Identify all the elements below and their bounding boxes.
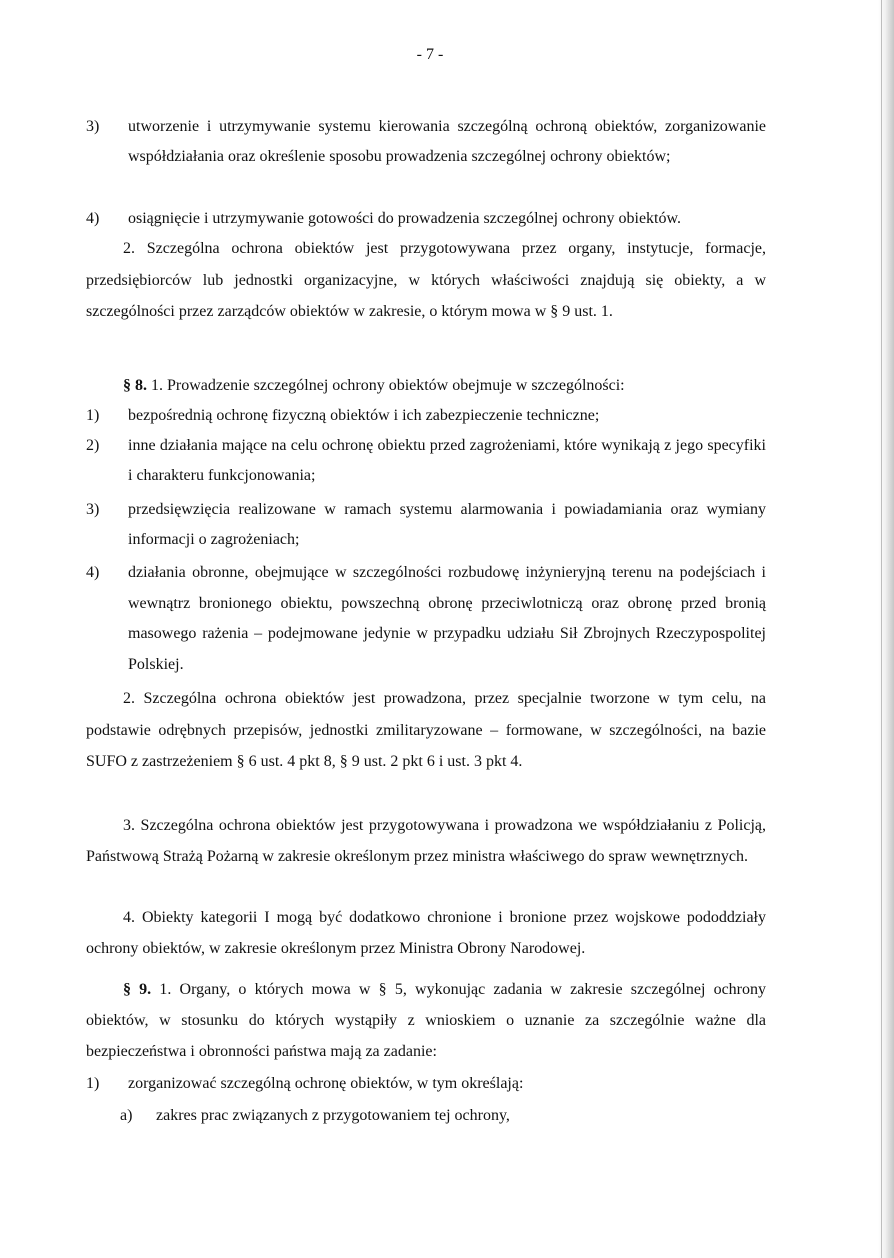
paragraph-7-2: 2. Szczególna ochrona obiektów jest przygotowywana przez organy, instytucje, formacje, przedsiębiorców lub jednostki organizacyjne, w których właściwości znajdują się obiekty, a w szczególności przez zarządców obiektów w zakresie, o którym mowa w § 9 ust. 1. [86, 240, 766, 320]
section-9-intro-text: 1. Organy, o których mowa w § 5, wykonując zadania w zakresie szczególnej ochrony obiektów, w stosunku do których wystąpiły z wnioskiem o uznanie za szczególnie ważne dla bezpieczeństwa i obronności państwa mają za zadanie: [86, 981, 766, 1060]
section-8-intro-text: 1. Prowadzenie szczególnej ochrony obiektów obejmuje w szczególności: [147, 377, 625, 394]
list-item-text: zorganizować szczególną ochronę obiektów, w tym określają: [128, 1075, 524, 1092]
list-item-text: przedsięwzięcia realizowane w ramach systemu alarmowania i powiadamiania oraz wymiany informacji o zagrożeniach; [128, 501, 766, 548]
section-9-intro [86, 974, 766, 1067]
section-8-intro [86, 371, 766, 401]
list-item-number: 4) [86, 210, 100, 227]
list-item [86, 495, 766, 555]
sub-list-item [120, 1101, 766, 1131]
list-item-number: 3) [86, 501, 100, 518]
list-item [86, 401, 766, 431]
sub-list-item-text: zakres prac związanych z przygotowaniem tej ochrony, [156, 1107, 510, 1124]
list-item-number: 3) [86, 118, 100, 135]
list-item-text: osiągnięcie i utrzymywanie gotowości do prowadzenia szczególnej ochrony obiektów. [128, 210, 682, 227]
list-item [86, 1069, 766, 1099]
list-item-text: działania obronne, obejmujące w szczególności rozbudowę inżynieryjną terenu na podejściach i wewnątrz bronionego obiektu, powszechną obronę przeciwlotniczą oraz obronę przed bronią masowego rażenia – podejmowane jedynie w przypadku udziału Sił Zbrojnych Rzeczypospolitej Polskiej. [128, 564, 766, 673]
list-item [86, 112, 766, 172]
list-item-text: bezpośrednią ochronę fizyczną obiektów i ich zabezpieczenie techniczne; [128, 407, 600, 424]
list-item-text: inne działania mające na celu ochronę obiektu przed zagrożeniami, które wynikają z jego specyfiki i charakteru funkcjonowania; [128, 437, 766, 484]
list-item-number: 2) [86, 437, 100, 454]
list-item [86, 204, 766, 234]
paragraph-8-2: 2. Szczególna ochrona obiektów jest prowadzona, przez specjalnie tworzone w tym celu, na podstawie odrębnych przepisów, jednostki zmilitaryzowane – formowane, w szczególności, na bazie SUFO z zastrzeżeniem § 6 ust. 4 pkt 8, § 9 ust. 2 pkt 6 i ust. 3 pkt 4. [86, 690, 766, 770]
list-item-number: 1) [86, 407, 100, 424]
list-item [86, 558, 766, 680]
paragraph-8-4: 4. Obiekty kategorii I mogą być dodatkowo chronione i bronione przez wojskowe pododdziały ochrony obiektów, w zakresie określonym przez Ministra Obrony Narodowej. [86, 909, 766, 957]
page-number: - 7 - [416, 46, 444, 63]
list-item-text: utworzenie i utrzymywanie systemu kierowania szczególną ochroną obiektów, zorganizowanie współdziałania oraz określenie sposobu prowadzenia szczególnej ochrony obiektów; [128, 118, 766, 165]
list-item [86, 431, 766, 491]
paragraph-8-3: 3. Szczególna ochrona obiektów jest przygotowywana i prowadzona we współdziałaniu z Policją, Państwową Strażą Pożarną w zakresie określonym przez ministra właściwego do spraw wewnętrznych. [86, 817, 766, 865]
sub-list-item-letter: a) [120, 1107, 133, 1124]
list-item-number: 4) [86, 564, 100, 581]
list-item-number: 1) [86, 1075, 100, 1092]
scan-edge-line [881, 0, 882, 1258]
section-9-heading: § 9. [123, 981, 152, 998]
section-8-heading: § 8. [123, 377, 147, 394]
